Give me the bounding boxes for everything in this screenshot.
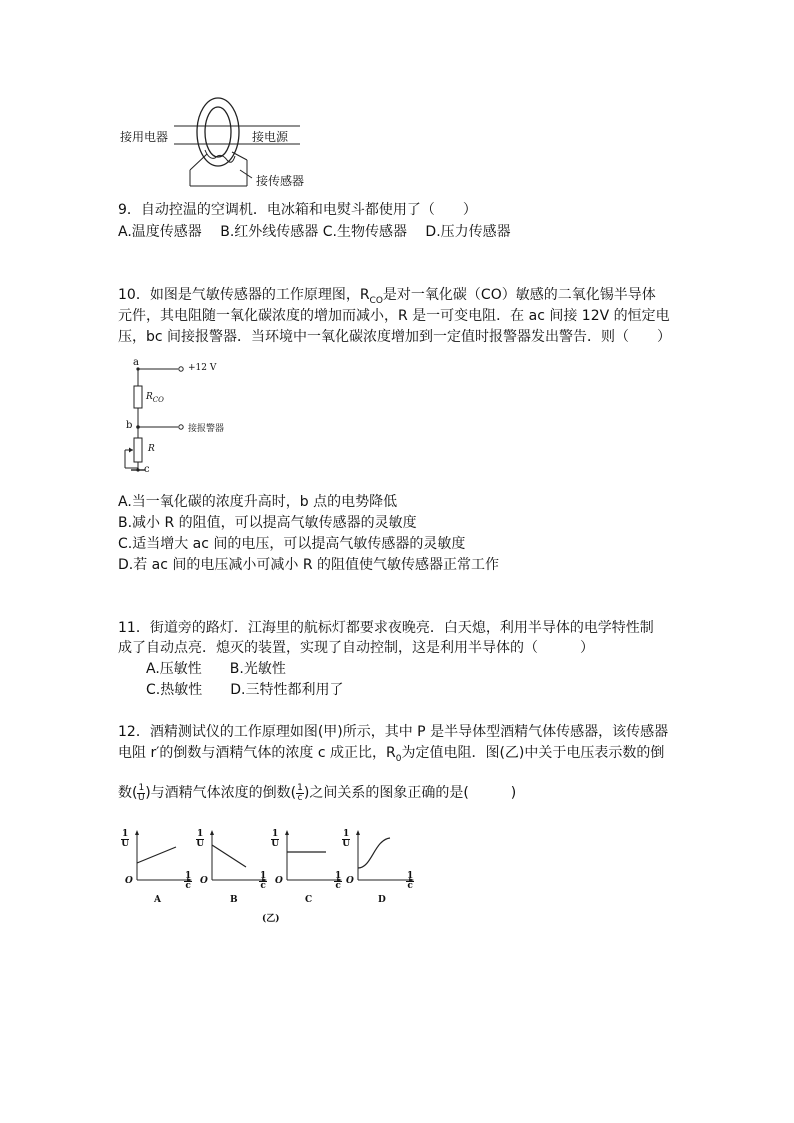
x-den: c <box>407 881 413 891</box>
q10-line3: 压，bc 间接报警器．当环境中一氧化碳浓度增加到一定值时报警器发出警告．则（ ） <box>118 329 672 345</box>
x-den: c <box>335 881 341 891</box>
graph-b-origin: O <box>200 876 208 886</box>
rco-letter: R <box>146 392 153 402</box>
supply-label: +12 V <box>188 363 217 373</box>
graph-b-letter: B <box>230 895 238 905</box>
frac-numerator: 1 <box>297 782 303 793</box>
frac-denominator-u: U <box>138 792 145 803</box>
y-num: 1 <box>122 829 129 839</box>
graph-d-x-label <box>406 872 414 891</box>
q12-line3-b: )与酒精气体浓度的倒数( <box>145 785 297 801</box>
graph-c-letter: C <box>305 895 313 905</box>
alarm-label: 接报警器 <box>188 424 225 434</box>
graph-c-x-label <box>334 872 342 891</box>
left-terminal-label: 接用电器 <box>120 130 169 144</box>
y-den: U <box>121 839 130 849</box>
q12-r0-sub: 0 <box>395 753 402 764</box>
q10-option-b: B.减小 R 的阻值，可以提高气敏传感器的灵敏度 <box>118 515 417 531</box>
r-label: R <box>148 444 155 454</box>
q10-line1-post: 是对一氧化碳（CO）敏感的二氧化锡半导体 <box>382 287 656 303</box>
q11-options-row2: C.热敏性 D.三特性都利用了 <box>146 682 344 698</box>
q10-option-a: A.当一氧化碳的浓度升高时，b 点的电势降低 <box>118 494 398 510</box>
graph-d-origin: O <box>346 876 354 886</box>
q9-options: A.温度传感器 B.红外线传感器 C.生物传感器 D.压力传感器 <box>118 224 511 240</box>
node-a-label: a <box>133 357 139 368</box>
graph-a-letter: A <box>154 895 161 905</box>
q11-options-row1: A.压敏性 B.光敏性 <box>146 661 286 677</box>
node-b-label: b <box>126 420 133 431</box>
x-num: 1 <box>407 871 414 881</box>
rco-sub: CO <box>152 395 164 404</box>
y-num: 1 <box>197 829 204 839</box>
y-num: 1 <box>343 829 350 839</box>
graph-d-y-label <box>342 830 350 849</box>
graph-b-x-label <box>259 872 267 891</box>
x-num: 1 <box>335 871 342 881</box>
x-num: 1 <box>260 871 267 881</box>
x-den: c <box>185 881 191 891</box>
y-num: 1 <box>272 829 279 839</box>
y-den: U <box>271 839 280 849</box>
q10-rco-subscript: CO <box>369 295 383 306</box>
q12-line3-c: )之间关系的图象正确的是( ) <box>303 785 517 801</box>
sensor-terminal-label: 接传感器 <box>256 174 305 188</box>
frac-numerator: 1 <box>138 782 145 793</box>
x-den: c <box>260 881 266 891</box>
node-c-label: c <box>144 464 150 475</box>
q11-line2: 成了自动点亮．熄灭的装置，实现了自动控制，这是利用半导体的（ ） <box>118 640 594 656</box>
graph-c-y-label <box>271 830 279 849</box>
graph-caption: (乙) <box>262 914 280 924</box>
q12-line1: 12．酒精测试仪的工作原理如图(甲)所示，其中 P 是半导体型酒精气体传感器，该传感器 <box>118 724 669 740</box>
q12-line2-pre: 电阻 r′的倒数与酒精气体的浓度 c 成正比，R <box>118 745 396 761</box>
q10-option-c: C.适当增大 ac 间的电压，可以提高气敏传感器的灵敏度 <box>118 536 466 552</box>
q12-line3-a: 数( <box>118 785 138 801</box>
q10-option-d: D.若 ac 间的电压减小可减小 R 的阻值使气敏传感器正常工作 <box>118 557 500 573</box>
graph-b-y-label <box>196 830 204 849</box>
graph-c-origin: O <box>275 876 283 886</box>
q9-stem: 9．自动控温的空调机．电冰箱和电熨斗都使用了（ ） <box>118 202 477 218</box>
graph-a-y-label <box>121 830 129 849</box>
right-terminal-label: 接电源 <box>252 130 289 144</box>
q10-line2: 元件，其电阻随一氧化碳浓度的增加而减小，R 是一可变电阻．在 ac 间接 12V 的恒定电 <box>118 308 670 324</box>
y-den: U <box>196 839 205 849</box>
graph-a-x-label <box>184 872 192 891</box>
q10-line1-pre: 10．如图是气敏传感器的工作原理图，R <box>118 287 370 303</box>
frac-denominator-c: c <box>297 792 303 803</box>
graph-a-origin: O <box>125 876 133 886</box>
x-num: 1 <box>185 871 192 881</box>
q11-line1: 11．街道旁的路灯．江海里的航标灯都要求夜晚亮．白天熄，利用半导体的电学特性制 <box>118 620 654 636</box>
q12-line2-post: 为定值电阻．图(乙)中关于电压表示数的倒 <box>401 745 665 761</box>
graph-d-letter: D <box>378 895 386 905</box>
y-den: U <box>342 839 351 849</box>
